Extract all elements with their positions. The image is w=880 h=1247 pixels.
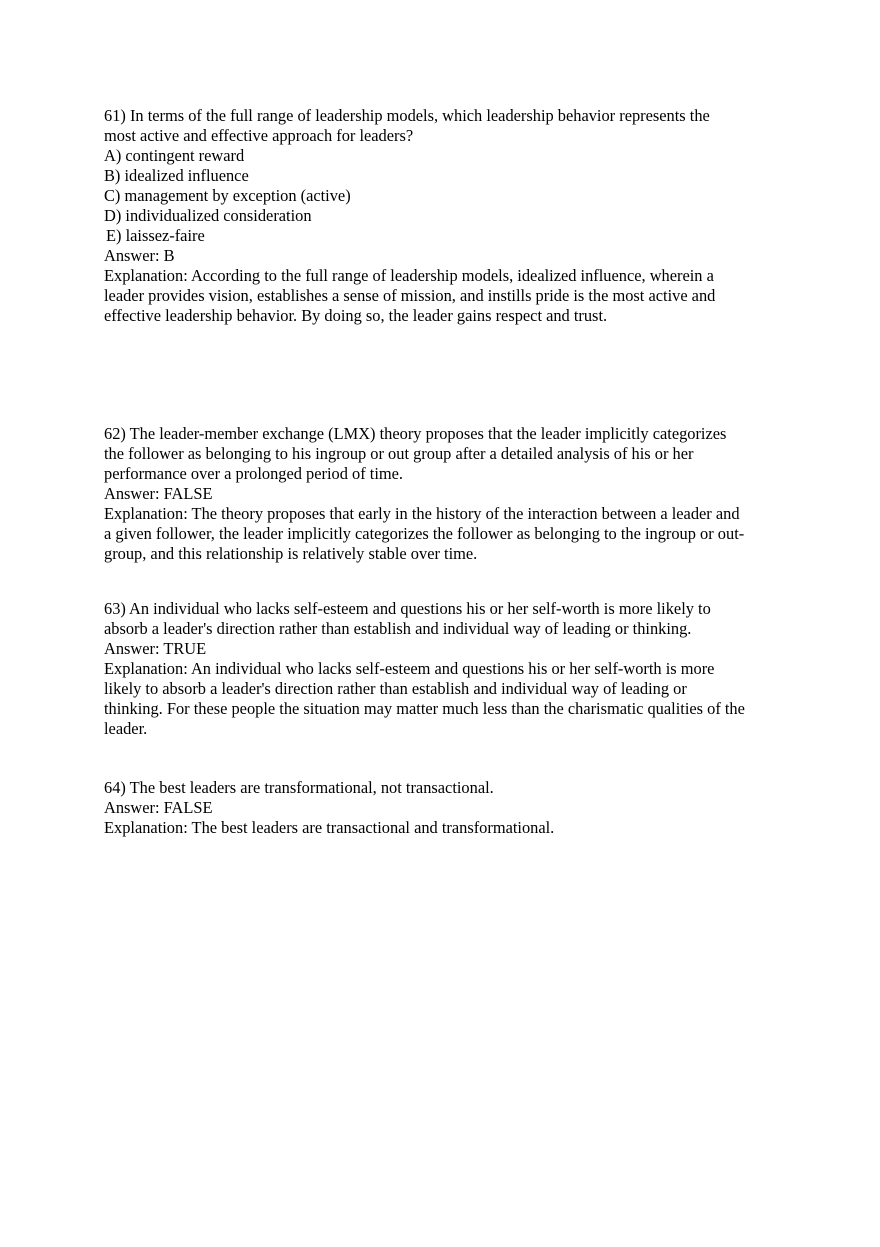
explanation-line: thinking. For these people the situation may matter much less than the charismatic qualities of the bbox=[104, 699, 745, 718]
question-text-line: 61) In terms of the full range of leadership models, which leadership behavior represents the bbox=[104, 106, 710, 125]
question-61 bbox=[104, 106, 794, 326]
explanation-line: group, and this relationship is relatively stable over time. bbox=[104, 544, 478, 563]
explanation-line: Explanation: The theory proposes that early in the history of the interaction between a leader and bbox=[104, 504, 740, 523]
option-c: C) management by exception (active) bbox=[104, 186, 351, 205]
option-e: E) laissez-faire bbox=[106, 226, 205, 245]
question-text-line: most active and effective approach for leaders? bbox=[104, 126, 414, 145]
option-d: D) individualized consideration bbox=[104, 206, 312, 225]
answer: Answer: FALSE bbox=[104, 798, 213, 817]
explanation-line: a given follower, the leader implicitly categorizes the follower as belonging to the ingroup or out- bbox=[104, 524, 745, 543]
question-text-line: performance over a prolonged period of time. bbox=[104, 464, 404, 483]
question-text-line: the follower as belonging to his ingroup or out group after a detailed analysis of his or her bbox=[104, 444, 694, 463]
explanation-line: Explanation: An individual who lacks self-esteem and questions his or her self-worth is more bbox=[104, 659, 715, 678]
question-62 bbox=[104, 424, 794, 564]
explanation-line: Explanation: The best leaders are transactional and transformational. bbox=[104, 818, 555, 837]
question-text-line: 63) An individual who lacks self-esteem and questions his or her self-worth is more likely to bbox=[104, 599, 711, 618]
explanation-line: Explanation: According to the full range of leadership models, idealized influence, wherein a bbox=[104, 266, 714, 285]
explanation-line: likely to absorb a leader's direction rather than establish and individual way of leading or bbox=[104, 679, 687, 698]
question-64 bbox=[104, 778, 794, 838]
question-text-line: 62) The leader-member exchange (LMX) theory proposes that the leader implicitly categorizes bbox=[104, 424, 727, 443]
answer: Answer: TRUE bbox=[104, 639, 207, 658]
option-b: B) idealized influence bbox=[104, 166, 249, 185]
option-a: A) contingent reward bbox=[104, 146, 245, 165]
answer: Answer: B bbox=[104, 246, 175, 265]
question-text-line: 64) The best leaders are transformational, not transactional. bbox=[104, 778, 494, 797]
explanation-line: effective leadership behavior. By doing so, the leader gains respect and trust. bbox=[104, 306, 608, 325]
explanation-line: leader. bbox=[104, 719, 148, 738]
explanation-line: leader provides vision, establishes a sense of mission, and instills pride is the most active and bbox=[104, 286, 716, 305]
question-text-line: absorb a leader's direction rather than establish and individual way of leading or thinking. bbox=[104, 619, 692, 638]
question-63 bbox=[104, 599, 794, 739]
answer: Answer: FALSE bbox=[104, 484, 213, 503]
